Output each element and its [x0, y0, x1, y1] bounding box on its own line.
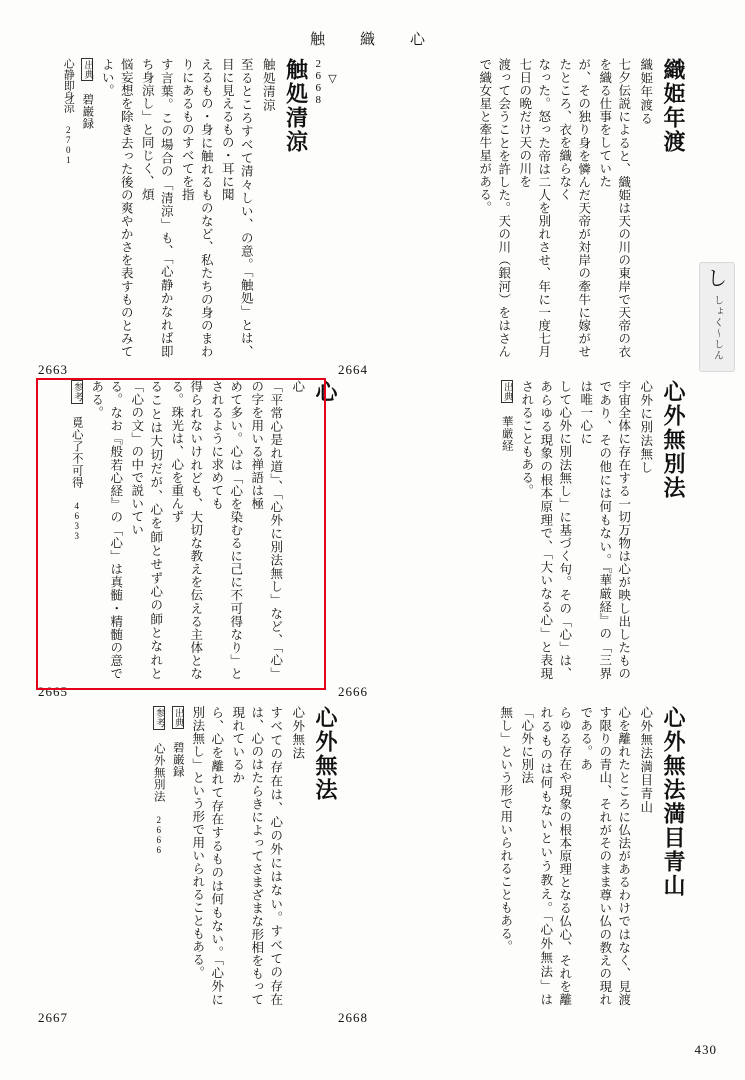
entry-2665-body-5: る。なお『般若心経』の「心」は真髄・精髄の意である。: [89, 380, 123, 680]
reference-tag: 参考: [153, 708, 164, 728]
entry-2665-number: 2665: [38, 684, 68, 699]
entry-2666-body-2: して心外に別法無し」に基づく句。その「心」は、あらゆる現象の根本原理で、「大いなる心」と表現されることもある。: [519, 380, 572, 680]
entry-2666: [338, 380, 686, 698]
entry-2665-body-3: 得られないけれども、大切な教えを伝える主体となる。珠光は、心を重んず: [169, 380, 203, 680]
entry-2666-body-1: 宇宙全体に存在する一切万物は心が映し出したものであり、その他には何もない。『華厳経』の「三界は唯一心に: [578, 380, 631, 680]
entry-2665-headword: 心: [313, 380, 338, 404]
entry-2665: [38, 380, 338, 698]
page-number: 430: [694, 1042, 717, 1057]
entry-2663-source-line: [79, 58, 95, 358]
entry-2668-body-3: 無し」という形で用いられることもある。: [498, 706, 513, 953]
entry-2667: [38, 706, 338, 1024]
entry-2665-body-1: 「平常心是れ道」、「心外に別法無し」など、「心」の字を用いる禅語は極: [249, 380, 283, 680]
entry-2663-xref-label: 心静即身涼: [62, 58, 75, 113]
entry-2663-number: 2663: [38, 362, 68, 377]
entry-2663-subhead: 触処清涼: [261, 58, 276, 112]
source-tag: 出典: [172, 708, 183, 727]
entry-2668-body-1: 心を離れたところに仏法があるわけではなく、見渡す限りの青山、それがそのまま尊い仏の教えの現れである。あ: [578, 706, 631, 1006]
entry-2664: [338, 58, 686, 376]
entry-2666-subhead: 心外に別法無し: [638, 380, 653, 475]
reference-tag: 参考: [71, 382, 82, 402]
thumb-index-tab[interactable]: [699, 262, 735, 372]
entry-2667-reference: 心外無別法: [152, 742, 165, 803]
entry-blocks: [38, 58, 702, 1025]
entry-2663-xref[interactable]: [60, 58, 76, 358]
entry-2666-headword: 心外無別法: [661, 380, 686, 500]
entry-2667-reference-line[interactable]: [151, 706, 167, 1006]
entry-2665-reference: 覓心了不可得: [70, 416, 83, 489]
entry-2664-body-1: 七夕伝説によると、織姫は天の川の東岸で天帝の衣を織る仕事をしていた: [597, 58, 631, 358]
entry-2664-body-3: なった。怒った帝は二人を別れさせ、年に一度七月七日の晩だけ天の川を: [517, 58, 551, 358]
entry-2664-body-2: が、その独り身を憐んだ天帝が対岸の牽牛に嫁がせたところ、衣を織らなく: [557, 58, 591, 358]
entry-2664-headword: 織姫年渡: [661, 58, 686, 154]
entry-2668: [338, 706, 686, 1024]
entry-2665-body-2: めて多い。心は「心を染むるに己に不可得なり」とされるように求めても: [209, 380, 243, 680]
entry-2665-reference-line[interactable]: [69, 380, 85, 680]
entry-2663-headword: 触処清涼: [283, 58, 309, 154]
entry-2668-headword: 心外無法満目青山: [661, 706, 686, 898]
entry-2665-subhead: 心: [290, 380, 305, 394]
entry-2667-source-line: [170, 706, 186, 1006]
thumb-index-kana: し: [707, 268, 727, 290]
entry-2666-source: 華厳経: [500, 415, 513, 452]
entry-2663-body-1: 至るところすべて清々しい、の意。「触処」とは、目に見えるもの・耳に聞: [220, 58, 254, 358]
thumb-index-range: しょく〜しん: [711, 295, 723, 361]
running-head: 触 織 心: [309, 32, 435, 48]
entry-2665-reference-number: 4633: [71, 501, 82, 541]
entry-2667-body-2: ら、心を離れて存在するものは何もない。「心外に別法無し」という形で用いられることもある。: [190, 706, 224, 1006]
entry-2667-body-1: すべての存在は、心の外にはない。すべての存在は、心のはたらきによってさまざまな形相をもって現れているか: [230, 706, 283, 1006]
entry-2663-xref-number: 2701: [63, 125, 74, 165]
entry-2668-body-2: らゆる存在や現象の根本原理となる仏心、それを離れるものは何もないという教え。「心外無法」は「心外に別法: [519, 706, 572, 1006]
entry-2667-headword: 心外無法: [313, 706, 338, 802]
entry-2663-body-3: す言葉。この場合の「清涼」も、「心静かなれば即ち身涼し」と同じく、煩: [140, 58, 174, 358]
entry-2668-subhead: 心外無法満目青山: [638, 706, 653, 814]
entry-2663-body-2: えるもの・身に触れるものなど、私たちの身のまわりにあるものすべてを指: [180, 58, 214, 358]
entry-2663-source: 碧巌録: [81, 93, 94, 130]
entry-2663: [38, 58, 338, 376]
entry-2663-range-number: ▽ 2668: [312, 58, 338, 106]
entry-2668-number: 2668: [338, 1010, 368, 1025]
entry-2663-body-4: 悩妄想を除き去った後の爽やかさを表すものとみてよい。: [100, 58, 134, 358]
entry-2667-source: 碧巌録: [171, 741, 184, 778]
entry-2665-body-4: ることは大切だが、心を師とせず心の師となれと「心の文」の中で説いてい: [129, 380, 163, 680]
entry-2667-subhead: 心外無法: [290, 706, 305, 760]
entry-2664-body-4: 渡って会うことを許した。天の川（銀河）をはさんで織女星と牽牛星がある。: [477, 58, 511, 358]
entry-2664-number: 2664: [338, 362, 368, 377]
entry-2666-number: 2666: [338, 684, 368, 699]
entry-2667-reference-number: 2666: [153, 815, 164, 855]
source-tag: 出典: [501, 382, 512, 401]
entry-2667-number: 2667: [38, 1010, 68, 1025]
entry-2664-subhead: 織姫年渡る: [638, 58, 653, 126]
source-tag: 出典: [82, 60, 93, 79]
entry-2666-source-line: [499, 380, 515, 680]
